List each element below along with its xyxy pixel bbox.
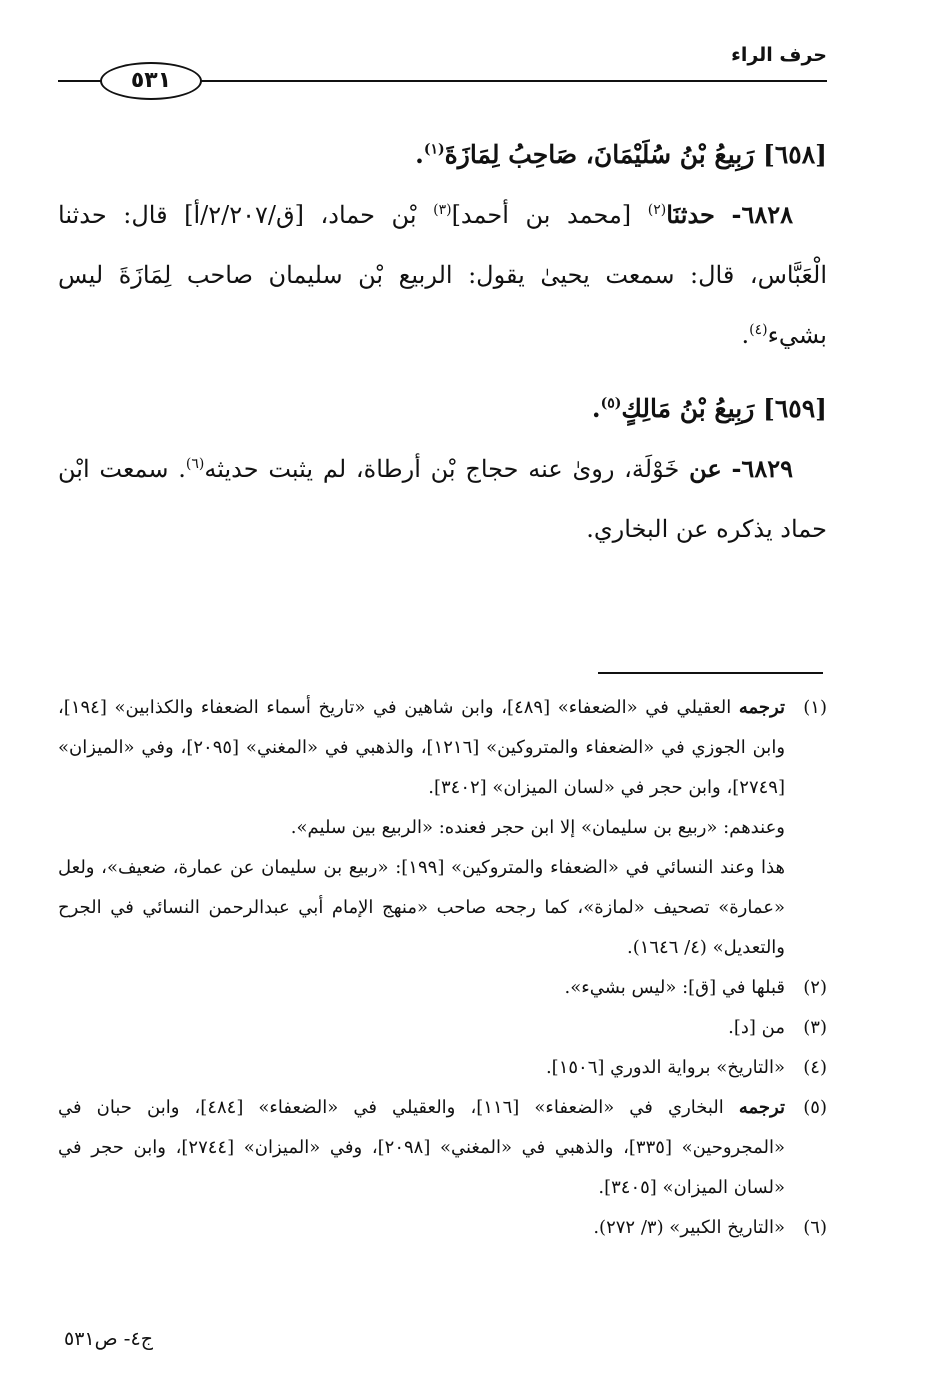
footnote-number: (١): [803, 697, 827, 718]
hadith-paragraph: [58, 185, 827, 365]
footnote: [58, 1008, 827, 1048]
page-number-badge: ٥٣١: [100, 62, 202, 100]
hadith-text: خَوْلَة، رویٰ عنه حجاج بْن أرطاة، لم يثبت حديثه: [204, 455, 680, 483]
footnote-ref: (٢): [647, 202, 667, 218]
footnote-number: (٦): [803, 1217, 827, 1238]
hadith-text-end: .: [741, 321, 750, 349]
entry-heading: [58, 125, 827, 185]
footnote-bold: ترجمه: [738, 1097, 785, 1118]
footnote: [58, 1208, 827, 1248]
footnote: [58, 1088, 827, 1208]
spacer: [58, 365, 827, 379]
hadith-paragraph: [58, 439, 827, 559]
footnote-number: (٤): [803, 1057, 827, 1078]
footnote-ref: (٦): [185, 456, 205, 472]
running-title: حرف الراء: [731, 44, 827, 66]
entry-heading-end: .: [591, 394, 601, 423]
footnote-number: (٥): [803, 1097, 827, 1118]
footnote-text: البخاري في «الضعفاء» [١١٦]، والعقيلي في «الضعفاء» [٤٨٤]، وابن حبان في «المجروحين» [٣٣٥]، والذهبي في «المغني» [٢٠٩٨]، وفي «الميزان» [٢٧٤٤]، وابن حجر في «لسان الميزان» [٣٤٠٥].: [58, 1097, 786, 1198]
footnote-number: (٢): [803, 977, 827, 998]
hadith-lead: حدثنَا: [666, 200, 715, 229]
footnote: [58, 968, 827, 1008]
entry-heading-text: [٦٥٩] رَبِيعُ بْنُ مَالِكٍ: [621, 394, 827, 423]
footnote-number: (٣): [803, 1017, 827, 1038]
footnote-continuation: وعندهم: «ربيع بن سليمان» إلا ابن حجر فعنده: «الربيع بين سليم».: [290, 817, 785, 838]
footnote: [58, 688, 827, 808]
footnote-ref: (٤): [749, 322, 768, 338]
volume-page-reference: ج٤- ص٥٣١: [64, 1328, 153, 1350]
main-text: [58, 125, 827, 559]
footnotes: [58, 688, 827, 1248]
hadith-text: . سمعت ابْن حماد يذكره عن البخاري.: [58, 455, 827, 543]
hadith-number: ٦٨٢٩-: [731, 454, 793, 483]
entry-heading-end: .: [415, 140, 424, 169]
entry-heading: [58, 379, 827, 439]
footnote-separator: [598, 672, 823, 674]
footnote-text: «التاريخ» برواية الدوري [١٥٠٦].: [545, 1057, 785, 1078]
footnote-text: قبلها في [ق]: «ليس بشيء».: [564, 977, 785, 998]
entry-heading-text: [٦٥٨] رَبِيعُ بْنُ سُلَيْمَانَ، صَاحِبُ لِمَازَةَ: [444, 140, 827, 169]
hadith-text: [محمد بن أحمد]: [451, 201, 632, 229]
footnote-ref: (٥): [600, 395, 622, 412]
footnote-text: من [د].: [728, 1017, 785, 1038]
footnote-bold: ترجمه: [738, 697, 785, 718]
footnote: [58, 1048, 827, 1088]
footnote-ref: (١): [423, 141, 445, 158]
footnote-text: «التاريخ الكبير» (٣/ ٢٧٢).: [593, 1217, 785, 1238]
footnote-ref: (٣): [433, 202, 452, 218]
hadith-lead: عن: [689, 454, 722, 483]
footnote-text: العقيلي في «الضعفاء» [٤٨٩]، وابن شاهين في «تاريخ أسماء الضعفاء والكذابين» [١٩٤]، وابن الجوزي في «الضعفاء والمتروكين» [١٢١٦]، والذهبي في «المغني» [٢٠٩٥]، وفي «الميزان» [٢٧٤٩]، وابن حجر في «لسان الميزان» [٣٤٠٢].: [58, 697, 786, 798]
hadith-number: ٦٨٢٨-: [731, 200, 793, 229]
hadith-text: بْن حماد، [ق/٢/٢٠٧/أ] قال: حدثنا الْعَبَّاس، قال: سمعت يحيىٰ يقول: الربيع بْن سليمان صاحب لِمَازَةَ ليس بشيء: [58, 201, 827, 349]
footnote-continuation: هذا وعند النسائي في «الضعفاء والمتروكين» [١٩٩]: «ربيع بن سليمان عن عمارة، ضعيف»، ولعل «عمارة» تصحيف «لمازة»، كما رجحه صاحب «منهج الإمام أبي عبدالرحمن النسائي في الجرح والتعديل» (٤/ ١٦٤٦).: [58, 857, 786, 958]
